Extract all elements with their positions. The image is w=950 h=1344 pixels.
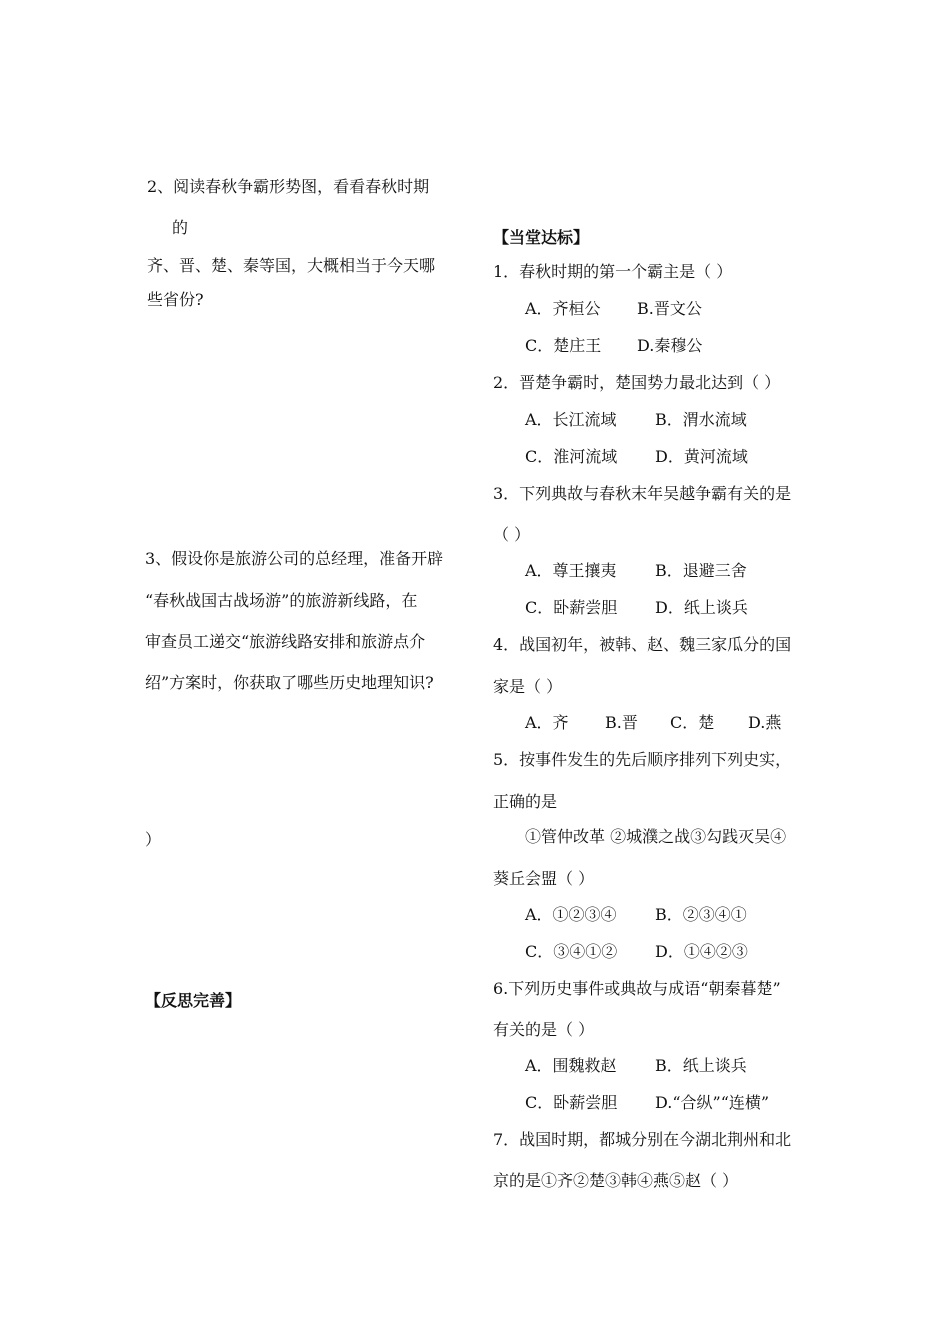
q6-option-c: C．卧薪尝胆	[525, 1093, 618, 1112]
q3-option-c: C．卧薪尝胆	[525, 598, 618, 617]
q2-line-2: 的	[172, 218, 189, 237]
q5-stem-line-2: 正确的是	[493, 792, 558, 811]
q1-option-a: A．齐桓公	[525, 299, 601, 318]
q3-line-3: 审查员工递交“旅游线路安排和旅游点介	[145, 632, 426, 651]
q1-option-b: B.晋文公	[637, 299, 702, 318]
q7-stem-line-1: 7．战国时期，都城分别在今湖北荆州和北	[493, 1130, 792, 1149]
q3-line-4: 绍”方案时，你获取了哪些历史地理知识?	[145, 673, 434, 692]
q3-line-2: “春秋战国古战场游”的旅游新线路，在	[145, 591, 418, 610]
q4-option-b: B.晋	[605, 713, 638, 732]
q4-stem-line-2: 家是（ ）	[493, 677, 563, 696]
q3-stem-line-2: （ ）	[493, 525, 531, 544]
q2-option-c: C．淮河流域	[525, 447, 618, 466]
practice-heading: 【当堂达标】	[493, 228, 590, 247]
q2-option-a: A．长江流域	[525, 410, 617, 429]
q5-option-d: D．①④②③	[655, 942, 748, 961]
q6-stem-line-2: 有关的是（ ）	[493, 1020, 595, 1039]
q7-stem-line-2: 京的是①齐②楚③韩④燕⑤赵（ ）	[493, 1171, 739, 1190]
q5-option-b: B．②③④①	[655, 905, 747, 924]
q4-option-d: D.燕	[748, 713, 782, 732]
q6-option-b: B．纸上谈兵	[655, 1056, 747, 1075]
stray-paren: ）	[145, 830, 162, 849]
q2-line-3: 齐、晋、楚、秦等国，大概相当于今天哪	[147, 256, 436, 275]
q6-stem-line-1: 6.下列历史事件或典故与成语“朝秦暮楚”	[493, 979, 781, 998]
q2-option-b: B．渭水流域	[655, 410, 747, 429]
q5-option-c: C．③④①②	[525, 942, 618, 961]
q5-stem-line-4: 葵丘会盟（ ）	[493, 869, 595, 888]
q5-stem-line-3: ①管仲改革 ②城濮之战③勾践灭吴④	[525, 827, 787, 846]
reflect-heading: 【反思完善】	[145, 991, 242, 1010]
q1-option-d: D.秦穆公	[637, 336, 703, 355]
q3-line-1: 3、假设你是旅游公司的总经理，准备开辟	[145, 549, 444, 568]
q3-option-a: A．尊王攘夷	[525, 561, 617, 580]
q5-stem-line-1: 5．按事件发生的先后顺序排列下列史实，	[493, 750, 792, 769]
q4-option-a: A．齐	[525, 713, 569, 732]
q3-option-d: D．纸上谈兵	[655, 598, 748, 617]
q3-option-b: B．退避三舍	[655, 561, 747, 580]
q3-stem-line-1: 3．下列典故与春秋末年吴越争霸有关的是	[493, 484, 792, 503]
q1-option-c: C．楚庄王	[525, 336, 602, 355]
q6-option-a: A．围魏救赵	[525, 1056, 617, 1075]
q4-option-c: C．楚	[670, 713, 715, 732]
q1-stem: 1．春秋时期的第一个霸主是（ ）	[493, 262, 733, 281]
q5-option-a: A．①②③④	[525, 905, 617, 924]
q2-stem: 2．晋楚争霸时，楚国势力最北达到（ ）	[493, 373, 781, 392]
q2-line-4: 些省份?	[147, 290, 204, 309]
q2-option-d: D．黄河流域	[655, 447, 748, 466]
q4-stem-line-1: 4．战国初年，被韩、赵、魏三家瓜分的国	[493, 635, 792, 654]
q2-line-1: 2、阅读春秋争霸形势图，看看春秋时期	[147, 177, 430, 196]
q6-option-d: D.“合纵”“连横”	[655, 1093, 770, 1112]
